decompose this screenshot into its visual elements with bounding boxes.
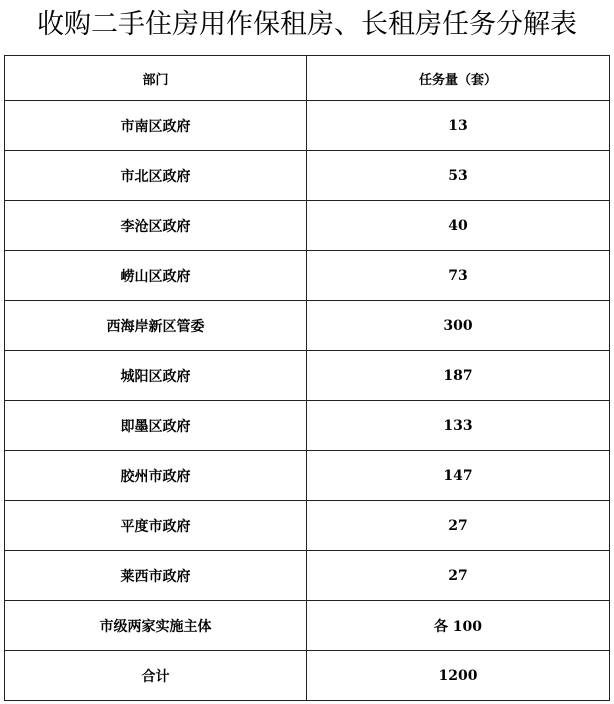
department-cell: 西海岸新区管委 xyxy=(5,301,307,351)
table-row xyxy=(5,601,610,651)
department-cell: 李沧区政府 xyxy=(5,201,307,251)
department-cell: 胶州市政府 xyxy=(5,451,307,501)
table-row xyxy=(5,451,610,501)
department-cell: 市级两家实施主体 xyxy=(5,601,307,651)
task-amount-cell: 27 xyxy=(307,501,610,551)
table-row xyxy=(5,401,610,451)
table-row xyxy=(5,151,610,201)
header-department: 部门 xyxy=(5,56,307,101)
task-breakdown-table xyxy=(4,55,610,701)
total-row xyxy=(5,651,610,701)
table-row xyxy=(5,201,610,251)
table-row xyxy=(5,551,610,601)
department-cell: 即墨区政府 xyxy=(5,401,307,451)
total-label-cell: 合计 xyxy=(5,651,307,701)
header-task-amount: 任务量（套） xyxy=(307,56,610,101)
task-amount-cell: 各 100 xyxy=(307,601,610,651)
total-amount-cell: 1200 xyxy=(307,651,610,701)
task-amount-cell: 300 xyxy=(307,301,610,351)
task-amount-cell: 133 xyxy=(307,401,610,451)
task-amount-cell: 147 xyxy=(307,451,610,501)
department-cell: 平度市政府 xyxy=(5,501,307,551)
department-cell: 市北区政府 xyxy=(5,151,307,201)
task-amount-cell: 27 xyxy=(307,551,610,601)
table-header-row xyxy=(5,56,610,101)
task-amount-cell: 13 xyxy=(307,101,610,151)
table-row xyxy=(5,501,610,551)
table-row xyxy=(5,101,610,151)
document-title: 收购二手住房用作保租房、长租房任务分解表 xyxy=(37,9,577,40)
table-row xyxy=(5,251,610,301)
department-cell: 市南区政府 xyxy=(5,101,307,151)
task-amount-cell: 40 xyxy=(307,201,610,251)
task-amount-cell: 73 xyxy=(307,251,610,301)
department-cell: 城阳区政府 xyxy=(5,351,307,401)
table-row xyxy=(5,301,610,351)
department-cell: 崂山区政府 xyxy=(5,251,307,301)
task-amount-cell: 53 xyxy=(307,151,610,201)
department-cell: 莱西市政府 xyxy=(5,551,307,601)
task-amount-cell: 187 xyxy=(307,351,610,401)
table-row xyxy=(5,351,610,401)
